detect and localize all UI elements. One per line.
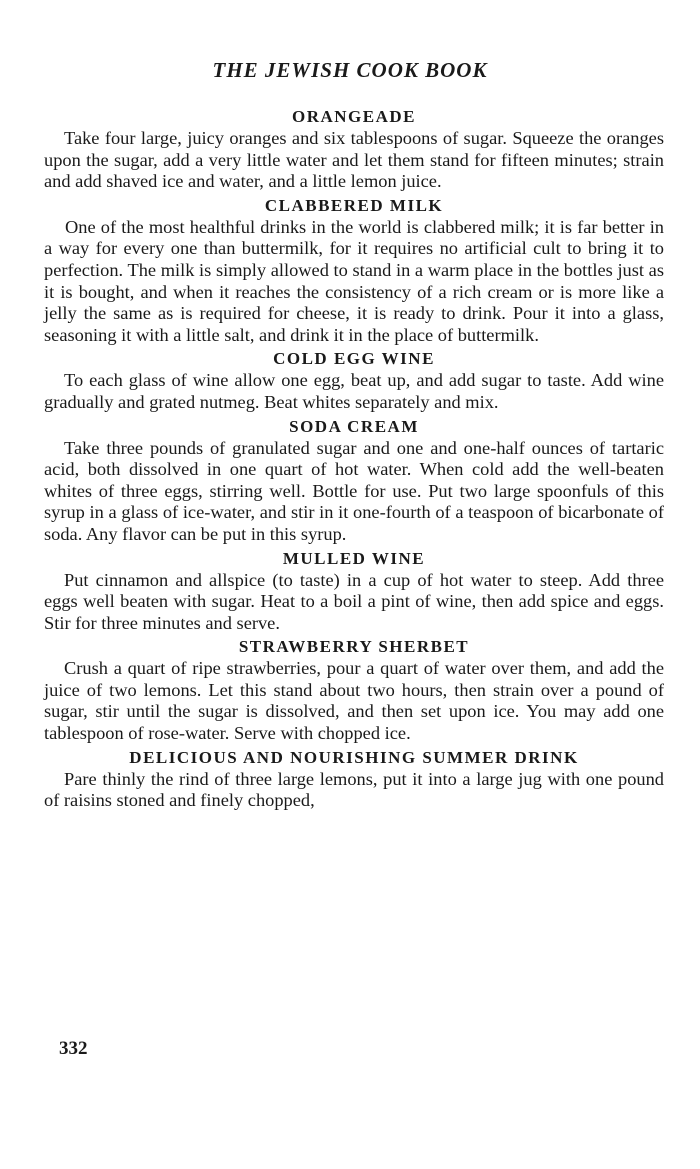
recipe-title: MULLED WINE xyxy=(282,548,426,568)
recipe-title: SODA CREAM xyxy=(289,416,419,436)
page-number: 332 xyxy=(59,1038,88,1059)
recipe-title: CLABBERED MILK xyxy=(264,195,444,215)
recipe-orangeade xyxy=(44,106,664,193)
recipe-strawberry-sherbet xyxy=(44,636,664,744)
running-head: THE JEWISH COOK BOOK xyxy=(212,58,488,82)
recipe-mulled-wine xyxy=(44,548,664,635)
recipe-title: STRAWBERRY SHERBET xyxy=(238,637,470,657)
recipe-summer-drink xyxy=(44,747,664,812)
recipe-body: One of the most healthful drinks in the world is clabbered milk; it is far better in a way for every one than buttermilk, for it requires no artificial cult to bring it to perfection. The milk is simply allowed to stand in a warm place in the bottles just as it is bought, and when it reaches the consistency of a rich cream or is more like a jelly the same as is required for cheese, it is ready to drink. Pour it into a glass, seasoning it with a little salt, and drink it in the place of buttermilk. xyxy=(44,216,664,345)
recipe-title: COLD EGG WINE xyxy=(273,349,435,369)
text-block xyxy=(44,106,664,814)
recipe-body: Pare thinly the rind of three large lemons, put it into a large jug with one pound of raisins stoned and finely chopped, xyxy=(44,768,664,811)
recipe-body: To each glass of wine allow one egg, beat up, and add sugar to taste. Add wine gradually and grated nutmeg. Beat whites separately and mix. xyxy=(44,370,664,412)
recipe-soda-cream xyxy=(44,416,664,546)
recipe-cold-egg-wine xyxy=(44,348,664,413)
recipe-body: Crush a quart of ripe strawberries, pour a quart of water over them, and add the juice of two lemons. Let this stand about two hours, then strain over a pound of sugar, stir until the sugar is dissolved, and then set upon ice. You may add one tablespoon of rose-water. Serve with chopped ice. xyxy=(44,658,664,744)
recipe-title: DELICIOUS AND NOURISHING SUMMER DRINK xyxy=(129,747,579,767)
recipe-body: Take three pounds of granulated sugar and one and one-half ounces of tartaric acid, both dissolved in one quart of hot water. When cold add the well-beaten whites of three eggs, stirring well. Bottle for use. Put two large spoonfuls of this syrup in a glass of ice-water, and stir in it one-fourth of a teaspoon of bicarbonate of soda. Any flavor can be put in this syrup. xyxy=(44,437,664,544)
recipe-body: Put cinnamon and allspice (to taste) in a cup of hot water to steep. Add three eggs well beaten with sugar. Heat to a boil a pint of wine, then add spice and eggs. Stir for three minutes and serve. xyxy=(44,569,664,633)
recipe-title: ORANGEADE xyxy=(291,107,416,126)
recipe-clabbered-milk xyxy=(44,195,664,347)
recipe-body: Take four large, juicy oranges and six tablespoons of sugar. Squeeze the oranges upon the sugar, add a very little water and let them stand for fifteen minutes; strain and add shaved ice and water, and a little lemon juice. xyxy=(44,128,664,192)
